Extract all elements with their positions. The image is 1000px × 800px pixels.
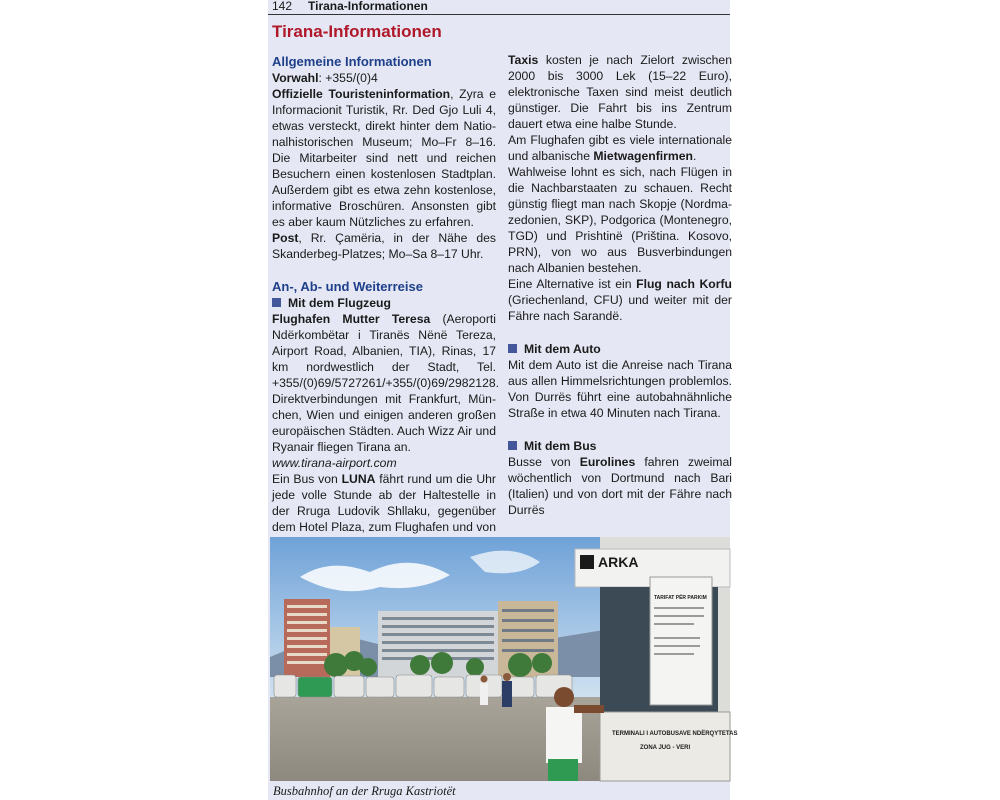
parking-tariff-title: TARIFAT PËR PARKIM	[654, 595, 707, 601]
bullet-square-icon	[508, 441, 517, 450]
corfu-paragraph: Eine Alternative ist ein Flug nach Korfu (Griechenland, CFU) und weiter mit der Fähre nach Sarandë.	[508, 277, 732, 323]
rental-paragraph: Am Flughafen gibt es viele internationale und albanische Mietwagenfirmen.	[508, 133, 732, 163]
subheading-bus: Mit dem Bus	[508, 438, 732, 454]
post-paragraph: Post, Rr. Çamëria, in der Nähe des Skanderbeg-Platzes; Mo–Sa 8–17 Uhr.	[272, 231, 496, 261]
airport-url: www.tirana-airport.com	[272, 456, 397, 470]
page-number: 142	[272, 0, 293, 13]
section-heading-travel: An-, Ab- und Weiterreise	[272, 279, 423, 294]
tourist-info-paragraph: Offizielle Touristeninformation, Zyra e Informacionit Turistik, Rr. Ded Gjo Luli 4, etwas versteckt, direkt hinter dem Nationalhistorischen Museum; Mo–Fr 8–16. Die Mitarbeiter sind nett und reichen Besuchern einen kostenlosen Stadtplan. Außerdem gibt es etwa zehn kostenlose, informative Broschüren. Ansonsten gibt es aber kaum Nützliches zu erfahren.	[272, 87, 496, 229]
terminal-banner-line2: ZONA JUG - VERI	[640, 745, 691, 751]
bus-station-image	[270, 537, 738, 781]
car-paragraph: Mit dem Auto ist die Anreise nach Tirana aus allen Himmelsrichtungen problemlos. Von Durrës führt eine autobahnähnliche Straße in etwa 40 Minuten nach Tirana.	[508, 358, 732, 420]
luna-bus-paragraph: Ein Bus von LUNA fährt rund um die Uhr jede volle Stunde ab der Haltestelle in der Rruga Ludovik Shllaku, gegenüber dem Hotel Plaza, zum Flughafen und von	[272, 472, 496, 534]
dialing-code: Vorwahl: +355/(0)4	[272, 71, 378, 85]
running-title: Tirana-Informationen	[308, 0, 428, 13]
left-column	[272, 52, 500, 534]
terminal-banner-line1: TERMINALI I AUTOBUSAVE NDËRQYTETAS	[612, 731, 738, 737]
bullet-square-icon	[508, 344, 517, 353]
subheading-car: Mit dem Auto	[508, 341, 732, 357]
bus-station-photo	[270, 537, 738, 781]
kiosk-brand-text: ARKA	[598, 554, 639, 570]
right-column-content	[508, 52, 732, 518]
neighbor-airports-paragraph: Wahlweise lohnt es sich, nach Flügen in die Nachbarstaaten zu schauen. Recht günstig fliegt man nach Skopje (Nordmazedonien, SKP), Podgorica (Montenegro, TGD) und Prishtinë (Priština. Kosovo, PRN), von wo aus Busverbindungen nach Albanien bestehen.	[508, 165, 732, 275]
taxi-paragraph: Taxis kosten je nach Zielort zwischen 2000 bis 3000 Lek (15–22 Euro), elektronische Taxen sind meist deutlich günstiger. Die Fahrt bis ins Zentrum dauert etwa eine halbe Stunde.	[508, 53, 732, 131]
page-title: Tirana-Informationen	[272, 22, 442, 41]
section-heading-general: Allgemeine Informationen	[272, 54, 432, 69]
photo-caption: Busbahnhof an der Rruga Kastriotët	[273, 784, 456, 798]
bullet-square-icon	[272, 298, 281, 307]
eurolines-paragraph: Busse von Eurolines fahren zweimal wöchentlich von Dortmund nach Bari (Italien) und von dort mit der Fähre nach Durrës	[508, 455, 732, 517]
subheading-plane: Mit dem Flugzeug	[272, 295, 496, 311]
airport-paragraph: Flughafen Mutter Teresa (Aeroporti Ndërkombëtar i Tiranës Nënë Tereza, Airport Road, Albanien, TIA), Rinas, 17 km nordwestlich der Stadt, Tel. +355/(0)69/5727261/+355/(0)69/2982128. Direktverbindungen mit Frankfurt, München, Wien und einigen anderen großen europäischen Städten. Auch Wizz Air und Ryanair fliegen Tirana an.	[272, 312, 500, 454]
running-head	[268, 0, 730, 15]
